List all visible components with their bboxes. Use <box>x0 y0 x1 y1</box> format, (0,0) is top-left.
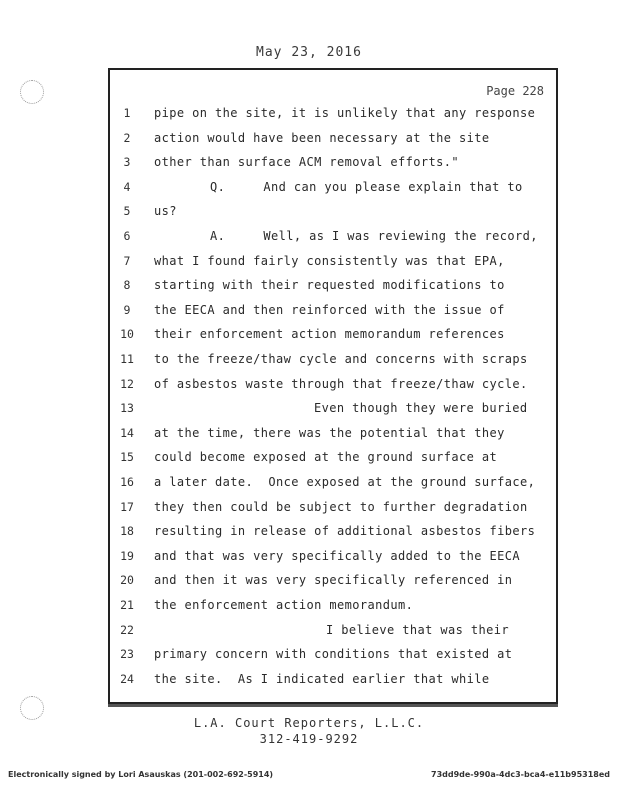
line-text: what I found fairly consistently was that EPA, <box>154 253 505 268</box>
line-number: 23 <box>120 647 134 662</box>
transcript-line <box>110 229 556 249</box>
line-text: A. Well, as I was reviewing the record, <box>210 229 538 243</box>
line-number: 19 <box>120 548 134 563</box>
transcript-line <box>110 475 556 495</box>
document-id: 73dd9de-990a-4dc3-bca4-e11b95318ed <box>431 770 610 779</box>
line-text: pipe on the site, it is unlikely that any response <box>154 106 536 120</box>
transcript-line <box>110 549 556 569</box>
line-text: action would have been necessary at the site <box>154 130 490 145</box>
line-text: Q. And can you please explain that to <box>210 179 523 194</box>
line-number: 2 <box>123 130 131 145</box>
line-text: to the freeze/thaw cycle and concerns with scraps <box>154 352 528 366</box>
line-number: 22 <box>120 622 134 637</box>
line-text: resulting in release of additional asbestos fibers <box>154 524 536 539</box>
line-text: could become exposed at the ground surface at <box>154 450 498 465</box>
transcript-line <box>110 450 556 470</box>
transcript-page-frame <box>108 68 558 704</box>
line-text: their enforcement action memorandum references <box>154 327 505 342</box>
transcript-line <box>110 106 556 126</box>
transcript-line <box>110 573 556 593</box>
line-number: 4 <box>123 179 131 194</box>
transcript-line <box>110 647 556 667</box>
line-number: 14 <box>120 425 134 440</box>
transcript-line <box>110 303 556 323</box>
line-number: 5 <box>123 204 131 219</box>
line-text: and then it was very specifically referenced in <box>154 573 513 588</box>
line-text: I believe that was their <box>326 622 509 637</box>
line-number: 17 <box>120 499 134 514</box>
transcript-line <box>110 131 556 151</box>
court-reporter-phone: 312-419-9292 <box>259 732 359 746</box>
page-number: Page 228 <box>486 84 544 98</box>
transcript-line <box>110 672 556 692</box>
line-number: 8 <box>123 278 131 293</box>
line-text: primary concern with conditions that existed at <box>154 647 513 662</box>
transcript-line <box>110 623 556 643</box>
punch-hole-top <box>20 80 44 104</box>
line-text: they then could be subject to further degradation <box>154 499 528 514</box>
line-text: the enforcement action memorandum. <box>154 598 414 612</box>
line-text: the site. As I indicated earlier that while <box>154 671 490 686</box>
transcript-line <box>110 352 556 372</box>
line-number: 3 <box>123 155 131 170</box>
line-number: 18 <box>120 524 134 539</box>
line-number: 13 <box>120 401 134 416</box>
line-number: 10 <box>120 327 134 342</box>
transcript-line <box>110 500 556 520</box>
line-number: 16 <box>120 475 134 489</box>
line-text: Even though they were buried <box>314 401 528 416</box>
line-number: 7 <box>123 253 131 268</box>
transcript-line <box>110 278 556 298</box>
transcript-line <box>110 377 556 397</box>
line-text: of asbestos waste through that freeze/thaw cycle. <box>154 376 528 391</box>
line-number: 15 <box>120 450 134 465</box>
transcript-line <box>110 180 556 200</box>
line-text: starting with their requested modifications to <box>154 278 505 293</box>
transcript-line <box>110 401 556 421</box>
line-number: 6 <box>123 229 131 243</box>
line-number: 12 <box>120 376 134 391</box>
line-text: other than surface ACM removal efforts." <box>154 155 459 170</box>
frame-bottom-rule <box>108 704 558 707</box>
line-text: us? <box>154 204 177 219</box>
line-number: 9 <box>123 302 131 317</box>
transcript-line <box>110 155 556 175</box>
line-number: 21 <box>120 598 134 612</box>
line-text: at the time, there was the potential that they <box>154 425 505 440</box>
court-reporter-name: L.A. Court Reporters, L.L.C. <box>193 716 425 730</box>
line-text: a later date. Once exposed at the ground surface, <box>154 475 536 489</box>
transcript-line <box>110 524 556 544</box>
line-text: the EECA and then reinforced with the issue of <box>154 302 505 317</box>
transcript-line <box>110 204 556 224</box>
line-text: and that was very specifically added to the EECA <box>154 548 520 563</box>
transcript-line <box>110 327 556 347</box>
transcript-line <box>110 598 556 618</box>
transcript-line <box>110 426 556 446</box>
line-number: 24 <box>120 671 134 686</box>
transcript-date: May 23, 2016 <box>256 45 362 60</box>
electronic-signature-note: Electronically signed by Lori Asauskas (201-002-692-5914) <box>8 770 274 779</box>
transcript-line <box>110 254 556 274</box>
line-number: 1 <box>123 106 131 120</box>
line-number: 11 <box>120 352 134 366</box>
line-number: 20 <box>120 573 134 588</box>
